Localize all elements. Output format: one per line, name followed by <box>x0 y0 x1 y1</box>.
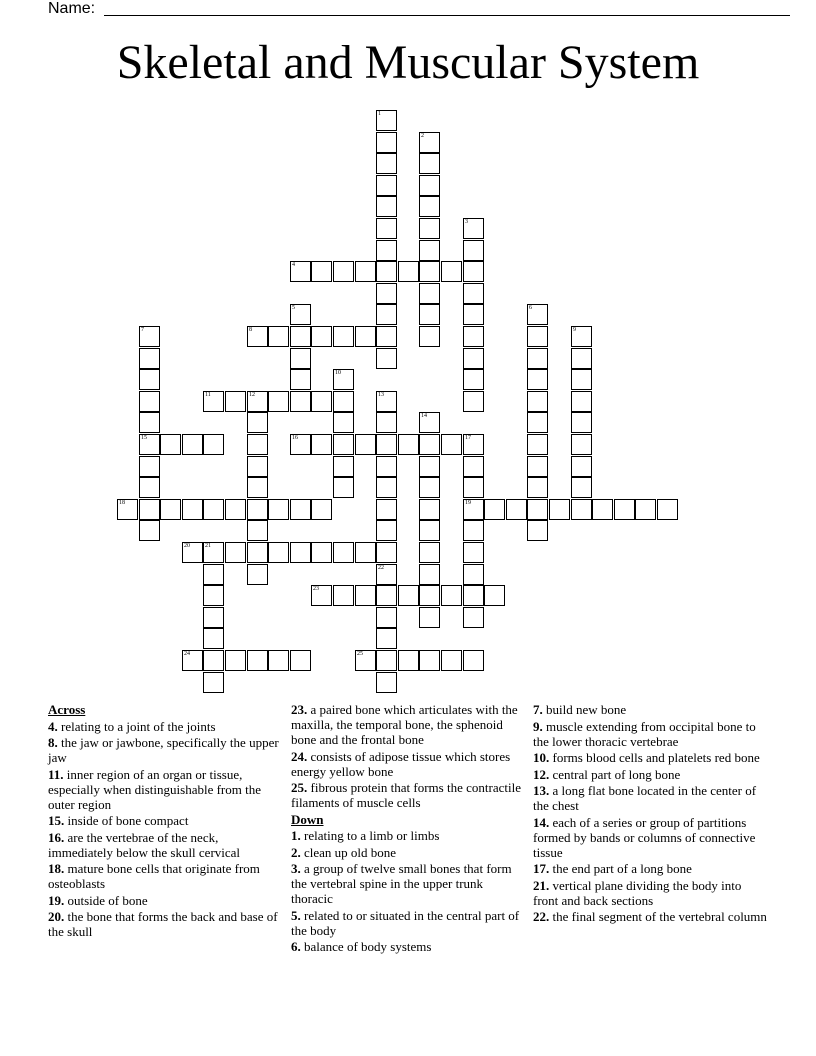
clue-text: vertical plane dividing the body into front and back sections <box>533 877 742 908</box>
clue-text: clean up old bone <box>304 844 397 860</box>
grid-cell[interactable] <box>463 240 484 261</box>
grid-cell[interactable] <box>419 196 440 217</box>
grid-cell[interactable] <box>355 326 376 347</box>
grid-cell[interactable] <box>463 499 484 520</box>
grid-cell[interactable] <box>268 391 289 412</box>
grid-cell[interactable] <box>376 520 397 541</box>
clue-item <box>48 830 284 860</box>
grid-cell[interactable] <box>571 369 592 390</box>
grid-cell[interactable] <box>290 650 311 671</box>
grid-cell[interactable] <box>419 499 440 520</box>
grid-cell[interactable] <box>376 283 397 304</box>
clue-number: 24 <box>184 651 190 657</box>
grid-cell[interactable] <box>203 434 224 455</box>
grid-cell[interactable] <box>247 477 268 498</box>
grid-cell[interactable] <box>571 326 592 347</box>
grid-cell[interactable] <box>419 175 440 196</box>
grid-cell[interactable] <box>484 585 505 606</box>
grid-cell[interactable] <box>139 520 160 541</box>
grid-cell[interactable] <box>290 434 311 455</box>
grid-cell[interactable] <box>506 499 527 520</box>
grid-cell[interactable] <box>376 607 397 628</box>
grid-cell[interactable] <box>441 434 462 455</box>
grid-cell[interactable] <box>571 434 592 455</box>
clue-number-label: 18. <box>48 861 65 876</box>
grid-cell[interactable] <box>398 261 419 282</box>
clue-number: 2 <box>421 133 424 139</box>
grid-cell[interactable] <box>333 477 354 498</box>
grid-cell[interactable] <box>463 607 484 628</box>
grid-cell[interactable] <box>290 391 311 412</box>
clue-number: 22 <box>378 565 384 571</box>
clue-number-label: 2. <box>291 844 301 860</box>
grid-cell[interactable] <box>376 477 397 498</box>
clue-text: inside of bone compact <box>67 813 189 828</box>
grid-cell[interactable] <box>419 564 440 585</box>
grid-cell[interactable] <box>527 520 548 541</box>
grid-cell[interactable] <box>419 477 440 498</box>
clue-number: 6 <box>529 305 532 311</box>
grid-cell[interactable] <box>441 261 462 282</box>
grid-cell[interactable] <box>247 326 268 347</box>
grid-cell[interactable] <box>139 499 160 520</box>
grid-cell[interactable] <box>182 542 203 563</box>
grid-cell[interactable] <box>419 218 440 239</box>
grid-cell[interactable] <box>182 434 203 455</box>
grid-cell[interactable] <box>376 542 397 563</box>
grid-cell[interactable] <box>355 650 376 671</box>
clue-number: 12 <box>249 392 255 398</box>
grid-cell[interactable] <box>247 434 268 455</box>
grid-cell[interactable] <box>419 261 440 282</box>
clue-column-2 <box>291 702 527 956</box>
grid-cell[interactable] <box>311 434 332 455</box>
clue-number: 18 <box>119 500 125 506</box>
clue-text: inner region of an organ or tissue, especially when distinguishable from the outer region <box>48 766 262 812</box>
clue-number-label: 6. <box>291 939 301 954</box>
clue-item <box>533 861 769 876</box>
grid-cell[interactable] <box>376 564 397 585</box>
grid-cell[interactable] <box>441 585 462 606</box>
clue-text: each of a series or group of partitions formed by bands or columns of connective tissue <box>533 814 756 860</box>
grid-cell[interactable] <box>571 348 592 369</box>
grid-cell[interactable] <box>419 607 440 628</box>
clue-number-label: 25. <box>291 780 308 795</box>
grid-cell[interactable] <box>376 218 397 239</box>
grid-cell[interactable] <box>527 456 548 477</box>
grid-cell[interactable] <box>139 477 160 498</box>
grid-cell[interactable] <box>571 456 592 477</box>
clue-item <box>291 702 527 747</box>
clue-number-label: 21. <box>533 877 550 893</box>
grid-cell[interactable] <box>355 261 376 282</box>
clue-item <box>291 845 527 860</box>
clue-heading: Across <box>48 702 86 717</box>
grid-cell[interactable] <box>160 499 181 520</box>
grid-cell[interactable] <box>268 542 289 563</box>
grid-cell[interactable] <box>290 348 311 369</box>
grid-cell[interactable] <box>376 153 397 174</box>
clue-number-label: 17. <box>533 861 550 876</box>
clue-number-label: 1. <box>291 828 301 843</box>
grid-cell[interactable] <box>268 326 289 347</box>
grid-cell[interactable] <box>463 542 484 563</box>
grid-cell[interactable] <box>571 391 592 412</box>
clue-number-label: 14. <box>533 814 550 830</box>
grid-cell[interactable] <box>463 283 484 304</box>
grid-cell[interactable] <box>311 261 332 282</box>
clue-number: 10 <box>335 370 341 376</box>
grid-cell[interactable] <box>463 261 484 282</box>
clue-text: a paired bone which articulates with the maxilla, the temporal bone, the sphenoid bone and the frontal bone <box>291 702 518 747</box>
grid-cell[interactable] <box>527 434 548 455</box>
grid-cell[interactable] <box>419 585 440 606</box>
grid-cell[interactable] <box>203 542 224 563</box>
grid-cell[interactable] <box>419 542 440 563</box>
grid-cell[interactable] <box>203 672 224 693</box>
grid-cell[interactable] <box>527 477 548 498</box>
grid-cell[interactable] <box>376 672 397 693</box>
grid-cell[interactable] <box>419 650 440 671</box>
grid-cell[interactable] <box>527 304 548 325</box>
clue-number: 7 <box>141 327 144 333</box>
grid-cell[interactable] <box>225 499 246 520</box>
clue-text: central part of long bone <box>552 766 681 782</box>
grid-cell[interactable] <box>484 499 505 520</box>
grid-cell[interactable] <box>225 542 246 563</box>
grid-cell[interactable] <box>247 412 268 433</box>
grid-cell[interactable] <box>398 650 419 671</box>
clue-number-label: 23. <box>291 702 308 717</box>
clue-number-label: 20. <box>48 909 65 924</box>
clue-number: 11 <box>205 392 211 398</box>
grid-cell[interactable] <box>311 326 332 347</box>
grid-cell[interactable] <box>463 477 484 498</box>
clue-number-label: 8. <box>48 735 58 750</box>
clue-number: 8 <box>249 327 252 333</box>
grid-cell[interactable] <box>463 348 484 369</box>
grid-cell[interactable] <box>203 650 224 671</box>
grid-cell[interactable] <box>463 650 484 671</box>
grid-cell[interactable] <box>419 153 440 174</box>
grid-cell[interactable] <box>139 348 160 369</box>
grid-cell[interactable] <box>376 175 397 196</box>
grid-cell[interactable] <box>463 585 484 606</box>
grid-cell[interactable] <box>333 456 354 477</box>
grid-cell[interactable] <box>419 240 440 261</box>
grid-cell[interactable] <box>311 542 332 563</box>
clue-item <box>533 702 769 717</box>
grid-cell[interactable] <box>463 304 484 325</box>
grid-cell[interactable] <box>311 585 332 606</box>
grid-cell[interactable] <box>376 326 397 347</box>
grid-cell[interactable] <box>247 391 268 412</box>
grid-cell[interactable] <box>614 499 635 520</box>
clue-number: 4 <box>292 262 295 268</box>
grid-cell[interactable] <box>139 369 160 390</box>
grid-cell[interactable] <box>247 499 268 520</box>
grid-cell[interactable] <box>203 585 224 606</box>
grid-cell[interactable] <box>355 542 376 563</box>
grid-cell[interactable] <box>527 499 548 520</box>
clue-text: the final segment of the vertebral column <box>552 909 767 924</box>
grid-cell[interactable] <box>376 132 397 153</box>
name-label: Name: <box>48 0 96 17</box>
grid-cell[interactable] <box>290 542 311 563</box>
grid-cell[interactable] <box>419 326 440 347</box>
clue-number: 13 <box>378 392 384 398</box>
grid-cell[interactable] <box>376 196 397 217</box>
grid-cell[interactable] <box>463 218 484 239</box>
clue-number: 9 <box>573 327 576 333</box>
grid-cell[interactable] <box>657 499 678 520</box>
grid-cell[interactable] <box>247 456 268 477</box>
grid-cell[interactable] <box>419 132 440 153</box>
grid-cell[interactable] <box>527 412 548 433</box>
grid-cell[interactable] <box>571 499 592 520</box>
grid-cell[interactable] <box>635 499 656 520</box>
clue-text: the end part of a long bone <box>552 861 692 876</box>
clue-item <box>48 767 284 812</box>
clue-item <box>291 908 527 938</box>
grid-cell[interactable] <box>247 564 268 585</box>
grid-cell[interactable] <box>203 391 224 412</box>
grid-cell[interactable] <box>376 304 397 325</box>
grid-cell[interactable] <box>182 499 203 520</box>
grid-cell[interactable] <box>139 456 160 477</box>
clue-text: a long flat bone located in the center of the chest <box>533 783 757 813</box>
clue-number-label: 12. <box>533 766 550 782</box>
grid-cell[interactable] <box>203 564 224 585</box>
grid-cell[interactable] <box>225 650 246 671</box>
grid-cell[interactable] <box>376 348 397 369</box>
grid-cell[interactable] <box>463 456 484 477</box>
clue-number: 1 <box>378 111 381 117</box>
clue-text: forms blood cells and platelets red bone <box>552 750 760 765</box>
clue-number: 16 <box>292 435 298 441</box>
grid-cell[interactable] <box>311 499 332 520</box>
grid-cell[interactable] <box>311 391 332 412</box>
clue-item <box>48 735 284 765</box>
grid-cell[interactable] <box>376 110 397 131</box>
clue-text: build new bone <box>546 702 627 717</box>
grid-cell[interactable] <box>376 240 397 261</box>
grid-cell[interactable] <box>139 326 160 347</box>
grid-cell[interactable] <box>290 261 311 282</box>
clue-text: related to or situated in the central part of the body <box>291 907 520 938</box>
clue-number: 21 <box>205 543 211 549</box>
grid-cell[interactable] <box>463 520 484 541</box>
clue-text: a group of twelve small bones that form the vertebral spine in the upper trunk thoracic <box>291 861 512 906</box>
clue-number-label: 5. <box>291 907 301 923</box>
clue-item <box>291 828 527 843</box>
grid-cell[interactable] <box>333 326 354 347</box>
clue-item <box>48 893 284 908</box>
clue-item <box>291 749 527 779</box>
clue-number-label: 7. <box>533 702 543 717</box>
grid-cell[interactable] <box>355 585 376 606</box>
clue-text: relating to a joint of the joints <box>61 718 216 734</box>
clue-number-label: 11. <box>48 766 64 782</box>
grid-cell[interactable] <box>419 304 440 325</box>
grid-cell[interactable] <box>139 391 160 412</box>
grid-cell[interactable] <box>376 412 397 433</box>
grid-cell[interactable] <box>290 369 311 390</box>
clue-number-label: 9. <box>533 718 543 734</box>
clue-item <box>48 861 284 891</box>
clue-text: relating to a limb or limbs <box>304 828 440 843</box>
grid-cell[interactable] <box>333 412 354 433</box>
grid-cell[interactable] <box>203 607 224 628</box>
grid-cell[interactable] <box>247 520 268 541</box>
clue-number: 25 <box>357 651 363 657</box>
clue-item <box>291 780 527 810</box>
clue-text: muscle extending from occipital bone to the lower thoracic vertebrae <box>533 718 756 749</box>
clue-number-label: 15. <box>48 813 65 828</box>
grid-cell[interactable] <box>527 348 548 369</box>
grid-cell[interactable] <box>398 585 419 606</box>
clue-item <box>48 909 284 939</box>
clue-number-label: 22. <box>533 909 550 924</box>
grid-cell[interactable] <box>376 628 397 649</box>
grid-cell[interactable] <box>376 391 397 412</box>
clue-number-label: 13. <box>533 783 550 798</box>
clue-item <box>48 719 284 734</box>
clue-number-label: 16. <box>48 829 65 845</box>
grid-cell[interactable] <box>355 434 376 455</box>
grid-cell[interactable] <box>333 542 354 563</box>
clue-text: fibrous protein that forms the contractile filaments of muscle cells <box>291 780 521 810</box>
clue-text: balance of body systems <box>304 939 432 954</box>
grid-cell[interactable] <box>333 585 354 606</box>
grid-cell[interactable] <box>290 304 311 325</box>
clue-text: the jaw or jawbone, specifically the upper jaw <box>48 735 279 765</box>
clue-number: 15 <box>141 435 147 441</box>
clue-item <box>533 719 769 749</box>
clue-column-1 <box>48 702 284 941</box>
clue-number: 17 <box>465 435 471 441</box>
clue-number: 23 <box>313 586 319 592</box>
clue-text: the bone that forms the back and base of the skull <box>48 909 278 939</box>
grid-cell[interactable] <box>419 456 440 477</box>
page-title: Skeletal and Muscular System <box>116 36 700 89</box>
grid-cell[interactable] <box>398 434 419 455</box>
grid-cell[interactable] <box>376 499 397 520</box>
clue-column-3 <box>533 702 769 926</box>
grid-cell[interactable] <box>290 499 311 520</box>
grid-cell[interactable] <box>463 564 484 585</box>
grid-cell[interactable] <box>117 499 138 520</box>
clue-text: consists of adipose tissue which stores energy yellow bone <box>291 748 511 779</box>
grid-cell[interactable] <box>203 499 224 520</box>
grid-cell[interactable] <box>463 391 484 412</box>
clue-number: 14 <box>421 413 427 419</box>
clue-number: 19 <box>465 500 471 506</box>
grid-cell[interactable] <box>247 542 268 563</box>
grid-cell[interactable] <box>527 326 548 347</box>
clue-item <box>533 909 769 924</box>
grid-cell[interactable] <box>571 477 592 498</box>
grid-cell[interactable] <box>419 283 440 304</box>
clue-item <box>533 767 769 782</box>
grid-cell[interactable] <box>182 650 203 671</box>
clue-heading: Down <box>291 811 324 827</box>
grid-cell[interactable] <box>376 261 397 282</box>
clue-item <box>48 813 284 828</box>
clue-item <box>533 750 769 765</box>
grid-cell[interactable] <box>268 499 289 520</box>
grid-cell[interactable] <box>376 650 397 671</box>
clue-text: outside of bone <box>67 892 148 908</box>
clue-number: 20 <box>184 543 190 549</box>
clue-number: 5 <box>292 305 295 311</box>
grid-cell[interactable] <box>290 326 311 347</box>
clue-text: are the vertebrae of the neck, immediately below the skull cervical <box>48 829 241 860</box>
grid-cell[interactable] <box>419 434 440 455</box>
clue-number-label: 24. <box>291 748 308 764</box>
grid-cell[interactable] <box>139 412 160 433</box>
grid-cell[interactable] <box>333 369 354 390</box>
grid-cell[interactable] <box>376 585 397 606</box>
grid-cell[interactable] <box>139 434 160 455</box>
clue-item <box>291 939 527 954</box>
clue-number-label: 3. <box>291 861 301 876</box>
clue-number-label: 10. <box>533 750 550 765</box>
clue-number-label: 19. <box>48 892 65 908</box>
grid-cell[interactable] <box>160 434 181 455</box>
grid-cell[interactable] <box>333 261 354 282</box>
grid-cell[interactable] <box>463 369 484 390</box>
grid-cell[interactable] <box>527 369 548 390</box>
grid-cell[interactable] <box>333 434 354 455</box>
grid-cell[interactable] <box>376 456 397 477</box>
clue-text: mature bone cells that originate from osteoblasts <box>48 861 260 891</box>
grid-cell[interactable] <box>419 412 440 433</box>
grid-cell[interactable] <box>376 434 397 455</box>
clue-number: 3 <box>465 219 468 225</box>
grid-cell[interactable] <box>203 628 224 649</box>
grid-cell[interactable] <box>419 520 440 541</box>
clue-number-label: 4. <box>48 718 58 734</box>
grid-cell[interactable] <box>527 391 548 412</box>
grid-cell[interactable] <box>463 434 484 455</box>
grid-cell[interactable] <box>549 499 570 520</box>
grid-cell[interactable] <box>225 391 246 412</box>
grid-cell[interactable] <box>268 650 289 671</box>
clue-item <box>533 783 769 813</box>
grid-cell[interactable] <box>571 412 592 433</box>
grid-cell[interactable] <box>333 391 354 412</box>
grid-cell[interactable] <box>441 650 462 671</box>
clue-item <box>533 878 769 908</box>
grid-cell[interactable] <box>592 499 613 520</box>
grid-cell[interactable] <box>463 326 484 347</box>
grid-cell[interactable] <box>247 650 268 671</box>
clue-item <box>533 815 769 860</box>
clue-item <box>291 861 527 906</box>
